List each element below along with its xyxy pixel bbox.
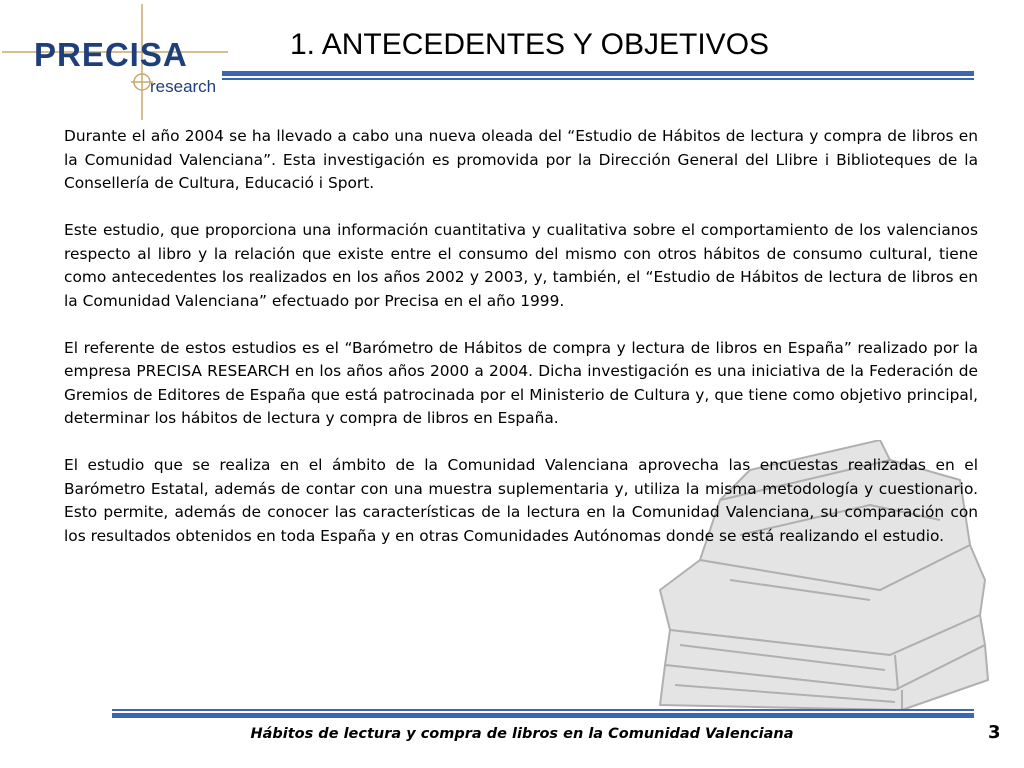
paragraph: El referente de estos estudios es el “Barómetro de Hábitos de compra y lectura de libros en España” realizado por la empresa PRECISA RESEARCH en los años años 2000 a 2004. Dicha investigación es una iniciativa de la Federación de Gremios de Editores de España que está patrocinada por el Ministerio de Cultura y, que tiene como objetivo principal, determinar los hábitos de lectura y compra de libros en España. [64,338,978,427]
logo-brand-text: PRECISA [34,36,188,73]
footer-title: Hábitos de lectura y compra de libros en la Comunidad Valenciana [250,726,794,742]
company-logo [0,0,230,125]
paragraph: Este estudio, que proporciona una información cuantitativa y cualitativa sobre el comportamiento de los valencianos respecto al libro y la relación que existe entre el consumo del mismo con otros hábitos de consumo cultural, tiene como antecedentes los realizados en los años 2002 y 2003, y, también, el “Estudio de Hábitos de lectura de libros en la Comunidad Valenciana” efectuado por Precisa en el año 1999. [64,221,978,310]
header-divider [222,71,974,80]
page-number: 3 [988,722,1001,743]
body-text [64,125,978,572]
paragraph: Durante el año 2004 se ha llevado a cabo una nueva oleada del “Estudio de Hábitos de lectura y compra de libros en la Comunidad Valenciana”. Esta investigación es promovida por la Dirección General del Llibre i Biblioteques de la Consellería de Cultura, Educació i Sport. [64,127,978,192]
footer-divider [112,709,974,718]
logo-sub-text: research [150,77,217,96]
page-title: 1. ANTECEDENTES Y OBJETIVOS [290,28,770,61]
paragraph: El estudio que se realiza en el ámbito de la Comunidad Valenciana aprovecha las encuestas realizadas en el Barómetro Estatal, además de contar con una muestra suplementaria y, utiliza la misma metodología y cuestionario. Esto permite, además de conocer las características de la lectura en la Comunidad Valenciana, su comparación con los resultados obtenidos en toda España y en otras Comunidades Autónomas donde se está realizando el estudio. [64,456,978,545]
